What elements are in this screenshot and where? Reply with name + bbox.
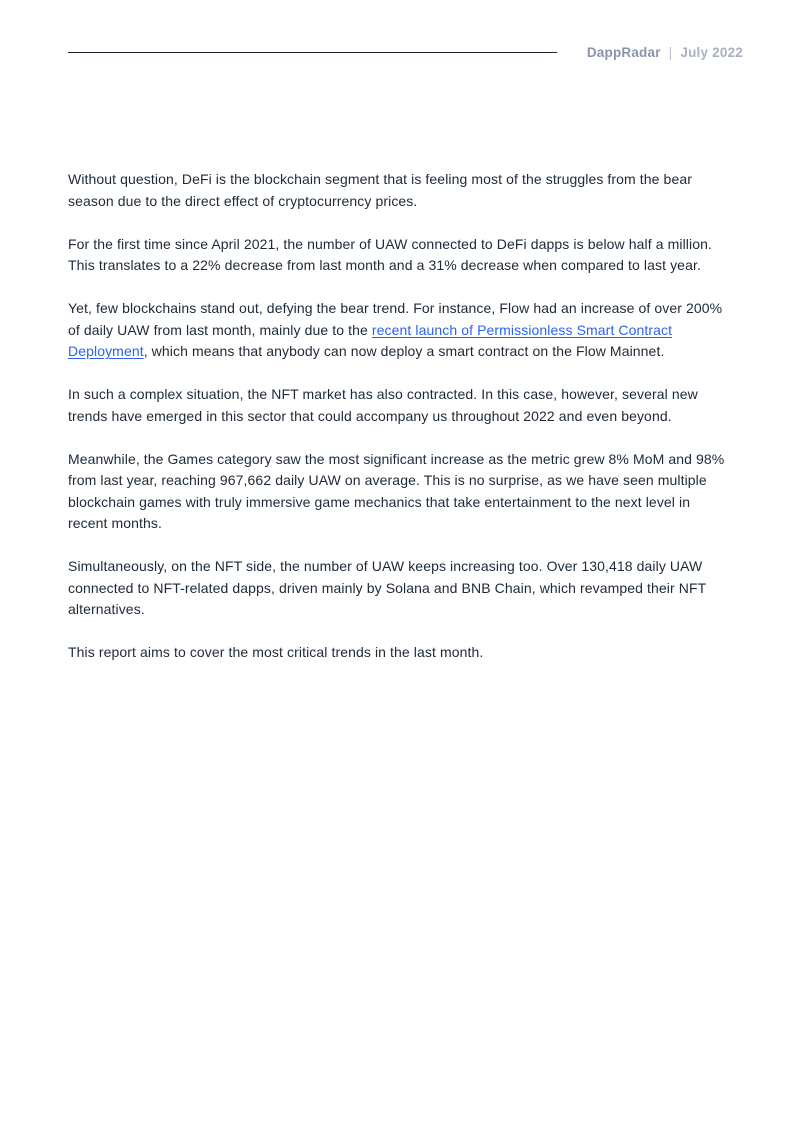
paragraph-nft-uaw-growth: Simultaneously, on the NFT side, the number of UAW keeps increasing too. Over 130,418 daily UAW connected to NFT-related dapps, driven mainly by Solana and BNB Chain, which revamped their NFT alternatives. [68, 558, 707, 617]
paragraph-report-aim: This report aims to cover the most critical trends in the last month. [68, 644, 484, 660]
report-content [68, 169, 732, 685]
paragraph-flow-growth [68, 298, 732, 363]
header-meta [587, 45, 743, 60]
paragraph-games-growth: Meanwhile, the Games category saw the most significant increase as the metric grew 8% MoM and 98% from last year, reaching 967,662 daily UAW on average. This is no surprise, as we have seen multiple blockchain games with truly immersive game mechanics that take entertainment to the next level in recent months. [68, 450, 725, 531]
page-header [68, 45, 743, 60]
flow-pre-text: Yet, few blockchains stand out, defying the bear trend. For instance, Flow had an increase of over 200% of daily UAW from last month, mainly due to the [68, 300, 723, 338]
permissionless-smart-contract-link[interactable]: recent launch of Permissionless Smart Contract Deployment [68, 321, 673, 359]
flow-post-text: , which means that anybody can now deploy a smart contract on the Flow Mainnet. [143, 343, 665, 359]
header-divider-line [68, 52, 557, 54]
brand-logo-text: DappRadar [586, 45, 661, 60]
paragraph-defi-struggles: Without question, DeFi is the blockchain segment that is feeling most of the struggles from the bear season due to the direct effect of cryptocurrency prices. [68, 171, 692, 209]
report-date: July 2022 [680, 45, 743, 60]
paragraph-nft-contraction: In such a complex situation, the NFT market has also contracted. In this case, however, several new trends have emerged in this sector that could accompany us throughout 2022 and even beyond. [68, 386, 698, 424]
header-separator: | [668, 45, 673, 60]
paragraph-uaw-decline: For the first time since April 2021, the number of UAW connected to DeFi dapps is below half a million. This translates to a 22% decrease from last month and a 31% decrease when compared to last year. [68, 235, 712, 273]
